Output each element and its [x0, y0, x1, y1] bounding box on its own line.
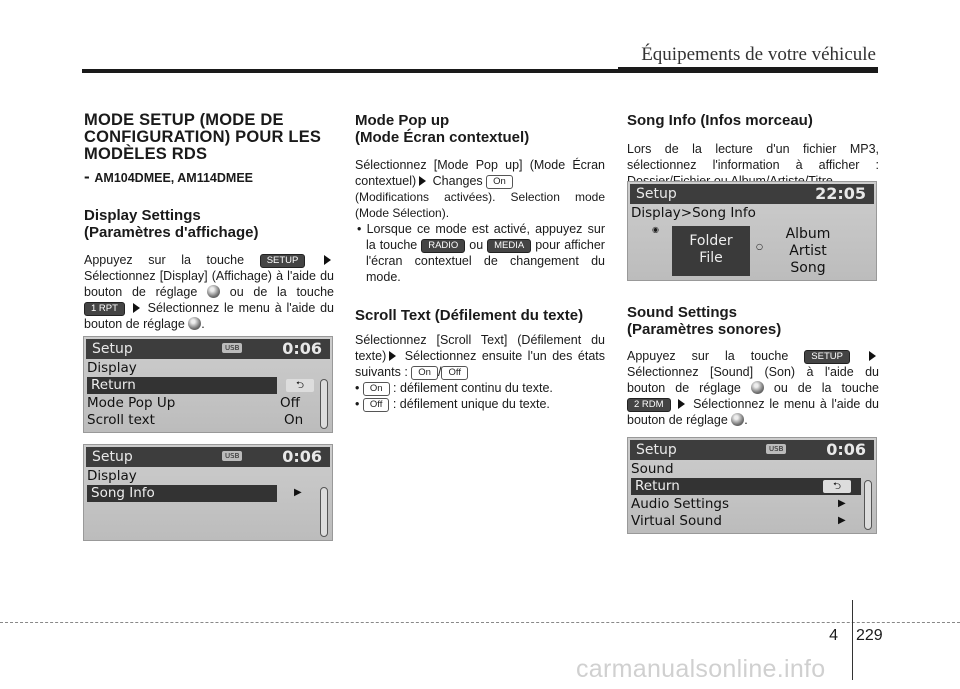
usb-icon: USB	[222, 451, 242, 461]
column-2	[355, 112, 605, 412]
on-button-icon: On	[363, 382, 390, 396]
screen-title-bar: Setup USB 0:06	[86, 447, 330, 467]
1-rpt-button-icon: 1 RPT	[84, 302, 125, 316]
tune-knob-icon	[188, 317, 201, 330]
screen-row: Mode Pop Up	[87, 395, 176, 411]
return-icon: ⮌	[286, 379, 314, 392]
column-3	[627, 112, 879, 189]
list-item: • Lorsque ce mode est activé, appuyez sur la touche RADIO ou MEDIA pour afficher l'écran contextuel de changement du mode.	[357, 222, 605, 284]
chapter-number: 4	[829, 627, 838, 644]
usb-icon: USB	[222, 343, 242, 353]
model-codes: - AM104DMEE, AM114DMEE	[84, 167, 254, 186]
sound-settings-section	[627, 304, 879, 428]
arrow-icon	[133, 303, 140, 313]
off-button-icon: Off	[363, 398, 390, 412]
clock: 0:06	[826, 440, 866, 459]
mode-pop-up-heading: Mode Pop up (Mode Écran contextuel)	[355, 112, 530, 146]
tune-knob-icon	[751, 381, 764, 394]
arrow-icon	[419, 176, 426, 186]
tune-knob-icon	[207, 285, 220, 298]
radio-button-icon: RADIO	[421, 239, 465, 253]
setup-button-icon: SETUP	[804, 350, 850, 364]
option-album-artist-song: Album Artist Song	[785, 226, 831, 276]
setup-button-icon: SETUP	[260, 254, 306, 268]
song-info-text: Lors de la lecture d'un fichier MP3, sélectionnez l'information à afficher :	[627, 142, 879, 172]
column-1	[84, 112, 334, 332]
footer-divider	[0, 622, 960, 623]
media-button-icon: MEDIA	[487, 239, 531, 253]
arrow-icon	[324, 255, 331, 265]
sound-settings-heading: Sound Settings (Paramètres sonores)	[627, 304, 782, 338]
header-rule	[82, 69, 878, 73]
mode-pop-up-text: Sélectionnez [Mode Pop up] (Mode Écran contextuel) Changes On	[355, 158, 605, 188]
screen-row: Scroll text	[87, 412, 155, 428]
screen-song-info-menu	[83, 444, 333, 541]
screen-song-info-options	[627, 181, 877, 281]
screen-selected-row: Return	[87, 377, 277, 394]
tune-knob-icon	[731, 413, 744, 426]
scroll-text-text: Sélectionnez [Scroll Text] (Défilement du texte) Sélectionnez ensuite l'un des états suivants : On / Off	[355, 333, 605, 379]
page-number-value: 229	[856, 627, 883, 644]
screen-title-bar: Setup USB 0:06	[630, 440, 874, 460]
screen-display-menu	[83, 336, 333, 433]
display-settings-text: Appuyez sur la touche SETUP Sélectionnez [Display] (Affichage) à l'aide du bouton de réglage ou de la touche 1 RPT Sélectionnez le menu à l'aide du bouton de réglage .	[84, 253, 335, 331]
off-button-icon: Off	[441, 366, 468, 380]
sound-settings-text: Appuyez sur la touche SETUP Sélectionnez [Sound] (Son) à l'aide du bouton de réglage ou de la touche 2 RDM Sélectionnez le menu à l'aide du bouton de réglage .	[627, 349, 879, 427]
mode-pop-up-text-2: (Modifications activées). Selection mode (Mode Sélection).	[355, 190, 605, 220]
arrow-icon	[869, 351, 876, 361]
list-item: • On : défilement continu du texte.	[355, 381, 553, 395]
on-button-icon: On	[411, 366, 438, 380]
scrollbar	[864, 480, 872, 530]
clock: 0:06	[282, 447, 322, 466]
screen-row: Display	[87, 360, 137, 376]
2-rdm-button-icon: 2 RDM	[627, 398, 671, 412]
list-item: • Off : défilement unique du texte.	[355, 397, 550, 411]
clock: 22:05	[815, 184, 866, 203]
clock: 0:06	[282, 339, 322, 358]
screen-row: Virtual Sound	[631, 513, 722, 529]
section-title: MODE SETUP (MODE DE CONFIGURATION) POUR LES MODÈLES RDS	[84, 111, 322, 163]
return-icon: ⮌	[823, 480, 851, 493]
screen-title-bar: Setup 22:05	[630, 184, 874, 204]
scrollbar	[320, 379, 328, 429]
footer-vertical-rule	[852, 600, 853, 680]
on-button-icon: On	[486, 175, 513, 189]
scroll-text-heading: Scroll Text (Défilement du texte)	[355, 307, 584, 324]
screen-row: Audio Settings	[631, 496, 730, 512]
scrollbar	[320, 487, 328, 537]
screen-sound-menu	[627, 437, 877, 534]
watermark: carmanualsonline.info	[576, 655, 826, 683]
radio-unselected-icon: ○	[756, 242, 763, 251]
arrow-icon	[389, 351, 396, 361]
page-header-title: Équipements de votre véhicule	[641, 44, 876, 65]
screen-row: Display>Song Info	[631, 205, 756, 221]
chevron-right-icon: ▶	[838, 515, 846, 526]
screen-row-value: Off	[280, 395, 300, 411]
display-settings-heading: Display Settings (Paramètres d'affichage)	[84, 207, 259, 241]
screen-selected-row: Return	[631, 478, 861, 495]
song-info-heading: Song Info (Infos morceau)	[627, 112, 813, 129]
screen-selected-row: Song Info	[87, 485, 277, 502]
chevron-right-icon: ▶	[294, 487, 302, 498]
usb-icon: USB	[766, 444, 786, 454]
screen-row: Display	[87, 468, 137, 484]
screen-row: Sound	[631, 461, 674, 477]
screen-row-value: On	[284, 412, 304, 428]
radio-selected-icon: ◉	[652, 225, 659, 234]
chevron-right-icon: ▶	[838, 498, 846, 509]
screen-title-bar: Setup USB 0:06	[86, 339, 330, 359]
arrow-icon	[678, 399, 685, 409]
option-folder-file: Folder File	[672, 226, 750, 276]
